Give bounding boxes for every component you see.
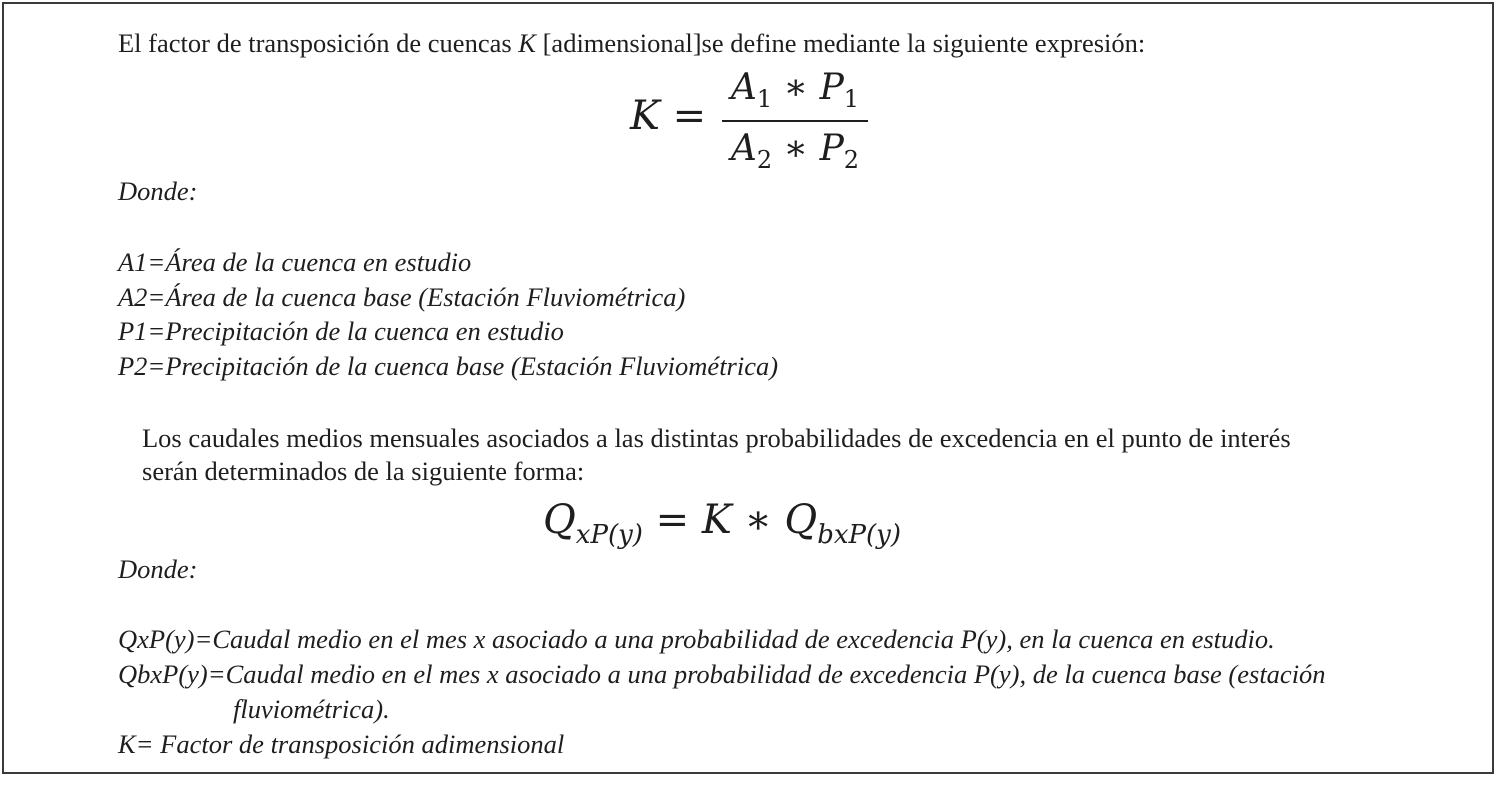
intro-text-end: [adimensional]se define mediante la siguiente expresión: xyxy=(535,28,1146,58)
formula1-k: K xyxy=(630,93,660,139)
donde-label-2: Donde: xyxy=(118,554,198,584)
paragraph-line-1: Los caudales medios mensuales asociados a las distintas probabilidades de excedencia en el punto de interés xyxy=(142,423,1291,453)
formula1-numerator: $A_1$ ∗ $P_1$ xyxy=(730,67,860,113)
formula2-qb-sub: bxP(y) xyxy=(817,520,901,550)
intro-line xyxy=(118,30,1145,57)
intro-variable-k: K xyxy=(518,28,536,58)
definition-p2: P2=Precipitación de la cuenca base (Estación Fluviométrica) xyxy=(118,351,779,381)
definition-qbxpy: QbxP(y)=Caudal medio en el mes x asociado a una probabilidad de excedencia P(y), de la cuenca base (estación xyxy=(118,659,1326,689)
formula1-denominator: $A_2$ ∗ $P_2$ xyxy=(730,128,860,174)
fraction-bar xyxy=(722,120,868,122)
definition-a2: A2=Área de la cuenca base (Estación Fluviométrica) xyxy=(118,282,686,312)
definition-k: K= Factor de transposición adimensional xyxy=(118,729,565,759)
paragraph-line-2: serán determinados de la siguiente forma: xyxy=(142,456,585,486)
definition-qbxpy-continued: fluviométrica). xyxy=(233,694,390,724)
formula2-q-sub: xP(y) xyxy=(575,520,643,550)
definition-qxpy: QxP(y)=Caudal medio en el mes x asociado a una probabilidad de excedencia P(y), en la cuenca en estudio. xyxy=(118,624,1275,654)
formula2-k: K xyxy=(701,497,732,543)
formula2-equals: = xyxy=(642,497,702,543)
formula2-q: Q xyxy=(543,497,576,543)
formula1-fraction xyxy=(722,67,868,174)
definition-p1: P1=Precipitación de la cuenca en estudio xyxy=(118,316,564,346)
formula2-qb: Q xyxy=(784,497,818,543)
definition-a1: A1=Área de la cuenca en estudio xyxy=(118,247,472,277)
formula2 xyxy=(543,497,901,550)
donde-label-1: Donde: xyxy=(118,176,198,206)
formula1-equals: = xyxy=(672,93,707,139)
intro-text-start: El factor de transposición de cuencas xyxy=(118,28,519,58)
formula1-lhs xyxy=(630,93,707,139)
formula2-op: ∗ xyxy=(731,497,785,543)
